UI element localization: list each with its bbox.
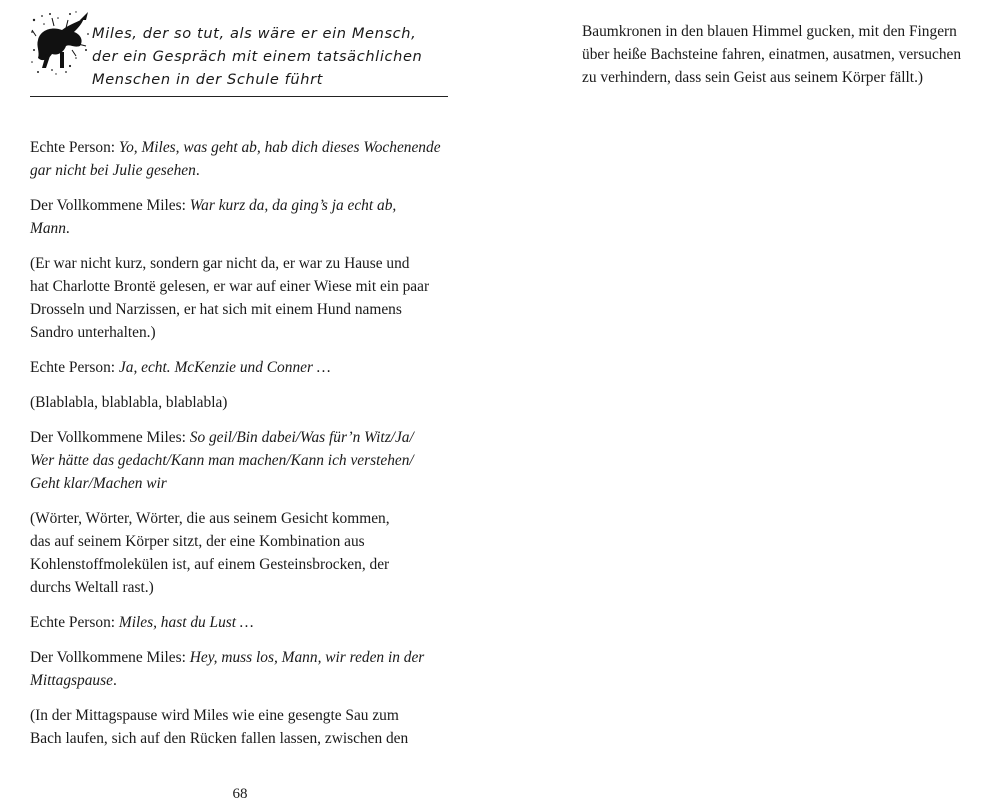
narration-paragraph (30, 507, 460, 599)
narration-line: hat Charlotte Brontë gelesen, er war auf einer Wiese mit ein paar (30, 278, 430, 295)
speaker-label: Echte Person: (30, 614, 116, 631)
narration-paragraph (582, 20, 992, 89)
speaker-label: Echte Person: (30, 359, 116, 376)
dialogue-paragraph (30, 194, 460, 240)
narration-paragraph (30, 704, 460, 750)
narration-paragraph (30, 252, 460, 344)
speech-text: Ja, echt. McKenzie und Conner … (118, 359, 331, 376)
speech-text: Yo, Miles, was geht ab, hab dich dieses Wochenende (118, 139, 441, 156)
right-page (480, 0, 1000, 800)
narration-line: zu verhindern, dass sein Geist aus seinem Körper fällt.) (582, 69, 924, 86)
speech-punctuation: . (195, 162, 200, 179)
narration-line: (Er war nicht kurz, sondern gar nicht da, er war zu Hause und (30, 255, 410, 272)
narration-paragraph (30, 391, 460, 414)
left-page (0, 0, 480, 800)
narration-line: (Wörter, Wörter, Wörter, die aus seinem Gesicht kommen, (30, 510, 390, 527)
dialogue-paragraph (30, 356, 460, 379)
speech-text: Miles, hast du Lust … (118, 614, 254, 631)
speech-text: Geht klar/Machen wir (30, 475, 167, 492)
narration-line: (Blablabla, blablabla, blablabla) (30, 394, 228, 411)
speech-punctuation: . (112, 672, 117, 689)
narration-line: Kohlenstoffmolekülen ist, auf einem Gesteinsbrocken, der (30, 556, 390, 573)
dialogue-paragraph (30, 611, 460, 634)
dialogue-paragraph (30, 646, 460, 692)
page-number: 68 (232, 786, 248, 802)
header-divider (30, 96, 448, 97)
dialogue-paragraph (30, 426, 460, 495)
speech-text: Hey, muss los, Mann, wir reden in der (189, 649, 425, 666)
narration-line: das auf seinem Körper sitzt, der eine Kombination aus (30, 533, 365, 550)
speaker-label: Der Vollkommene Miles: (30, 197, 186, 214)
speech-text: Wer hätte das gedacht/Kann man machen/Kann ich verstehen/ (30, 452, 414, 469)
dialogue-body (30, 136, 460, 762)
narration-line: über heiße Bachsteine fahren, einatmen, ausatmen, versuchen (582, 46, 962, 63)
speech-text: War kurz da, da ging’s ja echt ab, (189, 197, 397, 214)
speech-text: So geil/Bin dabei/Was für’n Witz/Ja/ (189, 429, 414, 446)
speech-text: Mittagspause (30, 672, 113, 689)
narration-line: Sandro unterhalten.) (30, 324, 156, 341)
chapter-title-line: der ein Gespräch mit einem tatsächlichen (92, 48, 423, 65)
narration-line: durchs Weltall rast.) (30, 579, 154, 596)
speech-text: Mann (30, 220, 66, 237)
narration-line: (In der Mittagspause wird Miles wie eine gesengte Sau zum (30, 707, 399, 724)
chapter-header (30, 10, 448, 98)
scratchy-animal-icon (30, 10, 90, 76)
chapter-title (92, 22, 452, 91)
chapter-title-line: Miles, der so tut, als wäre er ein Mensch, (92, 25, 417, 42)
speech-text: gar nicht bei Julie gesehen (30, 162, 196, 179)
dialogue-paragraph (30, 136, 460, 182)
speaker-label: Echte Person: (30, 139, 116, 156)
speaker-label: Der Vollkommene Miles: (30, 429, 186, 446)
speaker-label: Der Vollkommene Miles: (30, 649, 186, 666)
speech-punctuation: . (65, 220, 70, 237)
narration-line: Baumkronen in den blauen Himmel gucken, mit den Fingern (582, 23, 957, 40)
narration-line: Bach laufen, sich auf den Rücken fallen lassen, zwischen den (30, 730, 409, 747)
continued-narration (582, 20, 992, 101)
chapter-title-line: Menschen in der Schule führt (92, 71, 324, 88)
narration-line: Drosseln und Narzissen, er hat sich mit einem Hund namens (30, 301, 402, 318)
